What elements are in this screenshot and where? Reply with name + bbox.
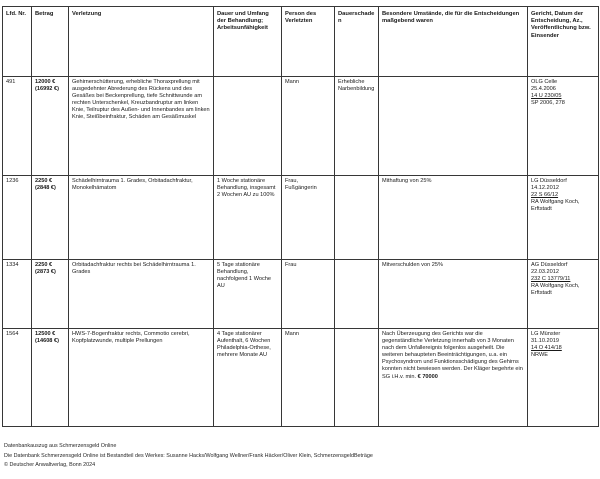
cell-person: Frau, Fußgängerin <box>282 176 335 260</box>
cell-amount <box>32 176 69 260</box>
decision-date: 31.10.2019 <box>531 338 559 345</box>
table-row <box>3 260 599 329</box>
cell-person: Mann <box>282 77 335 176</box>
table-row <box>3 176 599 260</box>
amount-indexed: (14608 €) <box>35 338 59 345</box>
cell-injury: Orbitadachfraktur rechts bei Schädelhirntrauma 1. Grades <box>69 260 214 329</box>
cell-duration: 5 Tage stationäre Behandlung, nachfolgend 1 Woche AU <box>214 260 282 329</box>
court-name: LG Münster <box>531 331 561 337</box>
case-number-link[interactable]: 22 S 66/12 <box>531 192 559 199</box>
decision-date: 14.12.2012 <box>531 185 559 192</box>
amount-value: 12500 € <box>35 331 56 337</box>
court-name: OLG Celle <box>531 79 558 85</box>
header-duration: Dauer und Umfang der Behandlung; Arbeitsunfähigkeit <box>214 7 282 77</box>
publication: RA Wolfgang Koch, Erftstadt <box>531 199 580 213</box>
court-name: AG Düsseldorf <box>531 262 568 268</box>
header-amount: Betrag <box>32 7 69 77</box>
cell-permanent-damage: Erhebliche Narbenbildung <box>335 77 379 176</box>
case-number-link[interactable]: 232 C 13779/11 <box>531 276 571 283</box>
cell-injury: HWS-7-Bogenfraktur rechts, Commotio cerebri, Kopfplatzwunde, multiple Prellungen <box>69 329 214 427</box>
footer-work-reference: Die Datenbank Schmerzensgeld Online ist Bestandteil des Werkes: Susanne Hacks/Wolfgang Wellner/Frank Häcker/Oliver Klein, SchmerzensgeldBeträge <box>4 452 373 459</box>
cell-nr: 491 <box>3 77 32 176</box>
header-person: Person des Verletzten <box>282 7 335 77</box>
cell-court <box>528 77 599 176</box>
footer-source: Datenbankauszug aus Schmerzensgeld Online <box>4 443 117 449</box>
cell-amount <box>32 77 69 176</box>
document-footer <box>4 442 373 471</box>
cell-person: Mann <box>282 329 335 427</box>
amount-indexed: (16992 €) <box>35 86 59 93</box>
damages-table <box>2 6 599 427</box>
cell-circumstances: Mithaftung von 25% <box>379 176 528 260</box>
table-header-row <box>3 7 599 77</box>
table-row <box>3 329 599 427</box>
footer-copyright: © Deutscher Anwaltverlag, Bonn 2024 <box>4 462 96 468</box>
cell-person: Frau <box>282 260 335 329</box>
cell-injury: Schädelhirntrauma 1. Grades, Orbitadachfraktur, Monokelhämatom <box>69 176 214 260</box>
cell-amount <box>32 329 69 427</box>
cell-duration: 1 Woche stationäre Behandlung, insgesamt 2 Wochen AU zu 100% <box>214 176 282 260</box>
decision-date: 22.03.2012 <box>531 269 559 276</box>
amount-value: 2250 € <box>35 178 53 184</box>
case-number-link[interactable]: 14 U 230/05 <box>531 93 562 100</box>
header-injury: Verletzung <box>69 7 214 77</box>
cell-permanent-damage <box>335 260 379 329</box>
claimed-amount: € 70000 <box>417 373 438 380</box>
decision-date: 25.4.2006 <box>531 86 556 93</box>
header-circumstances: Besondere Umstände, die für die Entscheidungen maßgebend waren <box>379 7 528 77</box>
table-row <box>3 77 599 176</box>
header-permanent-damage: Dauerschaden <box>335 7 379 77</box>
cell-nr: 1564 <box>3 329 32 427</box>
amount-value: 12000 € <box>35 79 56 85</box>
header-nr: Lfd. Nr. <box>3 7 32 77</box>
circumstances-text: Nach Überzeugung des Gerichts war die gegenständliche Verletzung innerhalb von 3 Monaten nach dem Unfallereignis folgenlos ausgeheilt. Die weiteren behaupteten Beeinträchtigungen, u.a. ein Psychosyndrom und Funktionsschädigung des Gehirns konnten nicht bewiesen werden. Der Kläger begehrte ein SG i.H.v. min. <box>382 331 523 380</box>
cell-nr: 1236 <box>3 176 32 260</box>
cell-permanent-damage <box>335 176 379 260</box>
cell-duration <box>214 77 282 176</box>
cell-duration: 4 Tage stationärer Aufenthalt, 6 Wochen Philadelphia-Orthese, mehrere Monate AU <box>214 329 282 427</box>
cell-court <box>528 329 599 427</box>
cell-circumstances <box>379 329 528 427</box>
publication: NRWE <box>531 352 548 359</box>
cell-court <box>528 260 599 329</box>
case-number-link[interactable]: 14 O 414/18 <box>531 345 562 352</box>
publication: RA Wolfgang Koch, Erftstadt <box>531 283 580 297</box>
cell-permanent-damage <box>335 329 379 427</box>
cell-amount <box>32 260 69 329</box>
cell-court <box>528 176 599 260</box>
court-name: LG Düsseldorf <box>531 178 567 184</box>
header-court: Gericht, Datum der Entscheidung, Az., Veröffentlichung bzw. Einsender <box>528 7 599 77</box>
cell-circumstances: Mitverschulden von 25% <box>379 260 528 329</box>
publication: SP 2006, 278 <box>531 100 565 107</box>
cell-injury: Gehirnerschütterung, erhebliche Thoraxprellung mit ausgedehnter Abrederung des Rückens und des Gesäßes bei Beckenprellung, tiefe Schnittwunde am rechten Unterschenkel, Kreuzbandruptur am linken Knie, Teilruptur des Außen- und Innenbandes am linken Knie, Steißbeinfraktur, Schäden am Gesäßmuskel <box>69 77 214 176</box>
amount-indexed: (2873 €) <box>35 269 56 276</box>
cell-circumstances <box>379 77 528 176</box>
amount-value: 2250 € <box>35 262 53 268</box>
amount-indexed: (2848 €) <box>35 185 56 192</box>
cell-nr: 1334 <box>3 260 32 329</box>
